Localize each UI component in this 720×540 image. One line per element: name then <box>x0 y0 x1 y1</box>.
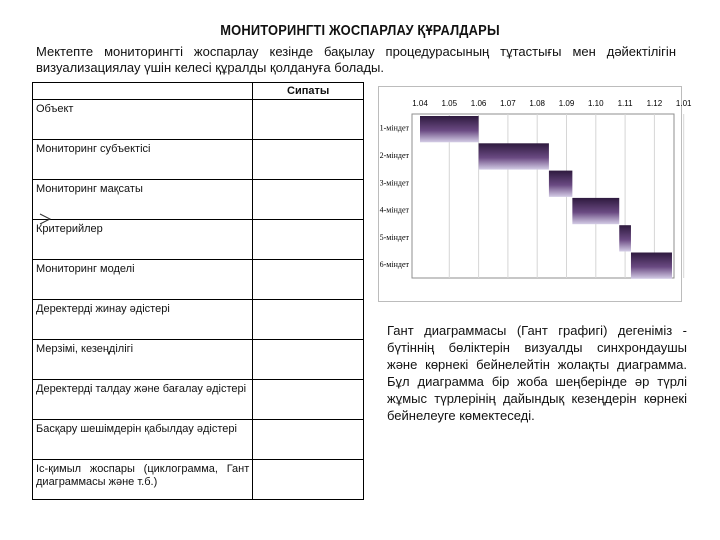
row-value <box>253 340 364 380</box>
gantt-bar <box>479 143 549 169</box>
gantt-bar <box>572 198 619 224</box>
table-header-description: Сипаты <box>253 83 364 100</box>
gantt-bar <box>619 225 631 251</box>
category-label: 2-міндет <box>379 150 409 160</box>
row-label: Іс-қимыл жоспары (циклограмма, Гант диаграммасы және т.б.) <box>33 460 253 500</box>
row-value <box>253 220 364 260</box>
intro-paragraph: Мектепте мониторингті жоспарлау кезінде бақылау процедурасының тұтастығы мен дәйектілігін визуализациялау үшін келесі құралды қолдануға болады. <box>36 44 676 75</box>
x-tick-label: 1.12 <box>646 99 663 108</box>
row-label: Мониторинг субъектісі <box>33 140 253 180</box>
row-value <box>253 140 364 180</box>
category-label: 5-міндет <box>379 232 409 242</box>
table-row <box>33 100 364 140</box>
row-label: Басқару шешімдерін қабылдау әдістері <box>33 420 253 460</box>
gantt-chart <box>378 86 692 302</box>
table-row <box>33 460 364 500</box>
category-label: 3-міндет <box>379 178 409 188</box>
table-row <box>33 340 364 380</box>
row-label: Деректерді талдау және бағалау әдістері <box>33 380 253 420</box>
gantt-bar <box>420 116 479 142</box>
table-header-row <box>33 83 364 100</box>
table-row <box>33 380 364 420</box>
x-tick-label: 1.08 <box>529 99 545 108</box>
gantt-bar <box>549 171 572 197</box>
x-tick-label: 1.05 <box>441 99 458 108</box>
x-tick-label: 1.10 <box>588 99 604 108</box>
table-header-empty <box>33 83 253 100</box>
x-tick-label: 1.11 <box>617 99 633 108</box>
table-row <box>33 260 364 300</box>
category-label: 1-міндет <box>379 123 409 133</box>
gantt-bar <box>631 253 672 279</box>
x-tick-label: 1.04 <box>412 99 428 108</box>
row-value <box>253 420 364 460</box>
row-label: Объект <box>33 100 253 140</box>
row-value <box>253 260 364 300</box>
row-label: Мониторинг моделі <box>33 260 253 300</box>
row-value <box>253 380 364 420</box>
x-tick-label: 1.07 <box>500 99 516 108</box>
x-tick-label: 1.09 <box>558 99 575 108</box>
row-value <box>253 300 364 340</box>
monitoring-table <box>32 82 364 500</box>
table-row <box>33 300 364 340</box>
category-label: 6-міндет <box>379 260 409 270</box>
gantt-caption: Гант диаграммасы (Гант графигі) дегеніміз - бүтіннің бөліктерін визуалды синхрондаушы және көрнекі бейнелейтін жолақты диаграмма. Бұл диаграмма бір жоба шеңберінде әр түрлі жұмыс түрлерінің дайындық кезеңдерін көрнекі бейнелеуге көмектеседі. <box>387 323 687 423</box>
x-tick-label: 1.01 <box>675 99 692 108</box>
row-label: Мерзімі, кезеңділігі <box>33 340 253 380</box>
row-value <box>253 180 364 220</box>
table-row <box>33 140 364 180</box>
table-row <box>33 180 364 220</box>
x-tick-label: 1.06 <box>470 99 487 108</box>
category-label: 4-міндет <box>379 205 409 215</box>
row-value <box>253 100 364 140</box>
row-value <box>253 460 364 500</box>
page-title: МОНИТОРИНГТІ ЖОСПАРЛАУ ҚҰРАЛДАРЫ <box>220 22 500 39</box>
row-label: Критерийлер <box>33 220 253 260</box>
table-row <box>33 420 364 460</box>
mouse-cursor-icon <box>40 214 52 224</box>
row-label: Деректерді жинау әдістері <box>33 300 253 340</box>
table-row <box>33 220 364 260</box>
row-label: Мониторинг мақсаты <box>33 180 253 220</box>
